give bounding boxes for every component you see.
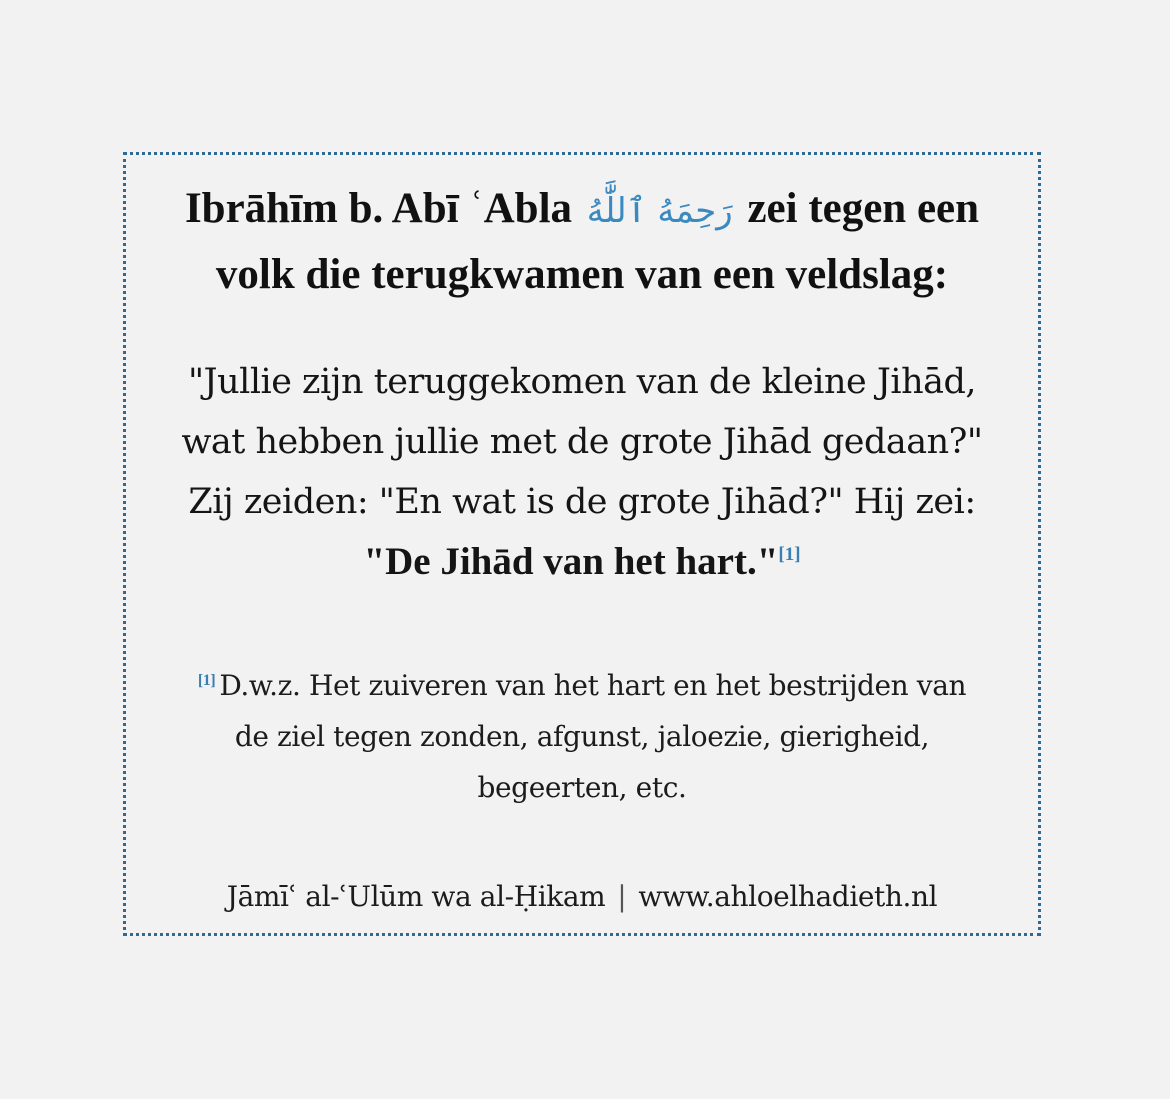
source-website[interactable]: www.ahloelhadieth.nl bbox=[638, 880, 938, 913]
heading-line-2: volk die terugkwamen van een veldslag: bbox=[215, 251, 949, 298]
source-line bbox=[126, 877, 1038, 917]
quote-card bbox=[123, 152, 1041, 936]
footnote-line-2: de ziel tegen zonden, afgunst, jaloezie, gierigheid, bbox=[234, 720, 930, 753]
quote-line-3: Zij zeiden: "En wat is de grote Jihād?" Hij zei: bbox=[188, 482, 976, 522]
footnote-reference[interactable]: [1] bbox=[778, 544, 801, 565]
footnote-text-1: D.w.z. Het zuiveren van het hart en het bestrijden van bbox=[219, 669, 967, 702]
quote-line-4 bbox=[126, 532, 1038, 592]
heading-verb: zei tegen een bbox=[747, 185, 980, 232]
quote-line-2: wat hebben jullie met de grote Jihād gedaan?" bbox=[181, 422, 983, 462]
quote-emphasis: "De Jihād van het hart." bbox=[363, 540, 779, 583]
source-book: Jāmīʿ al-ʿUlūm wa al-Ḥikam bbox=[226, 880, 606, 913]
footnote-marker: [1] bbox=[197, 672, 216, 689]
heading-speaker: Ibrāhīm b. Abī ʿAbla bbox=[184, 185, 573, 232]
quote-body bbox=[126, 352, 1038, 592]
footnote-line-1 bbox=[146, 660, 1018, 711]
footnote bbox=[146, 660, 1018, 813]
quote-line-1: "Jullie zijn teruggekomen van de kleine Jihād, bbox=[187, 362, 977, 402]
footnote-line-3: begeerten, etc. bbox=[477, 771, 687, 804]
quote-heading bbox=[126, 177, 1038, 307]
source-separator: | bbox=[617, 880, 627, 913]
honorific-arabic: رَحِمَهُ ٱللَّٰهُ bbox=[586, 191, 733, 231]
heading-line-1 bbox=[126, 177, 1038, 243]
